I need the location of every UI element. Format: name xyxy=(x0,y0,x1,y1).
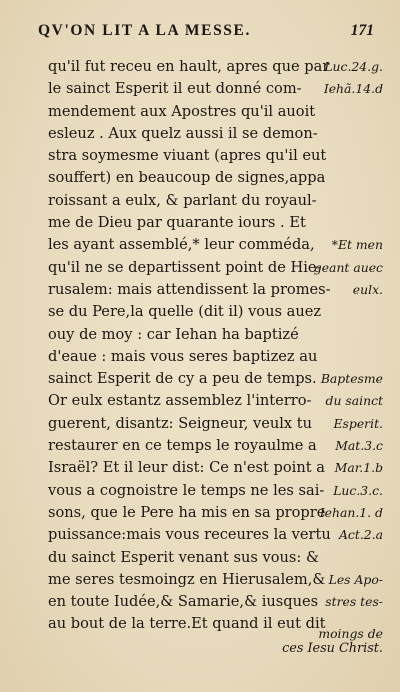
line-text: se du Pere,la quelle (dit il) vous auez xyxy=(48,303,322,321)
text-line xyxy=(48,368,383,390)
marginal-note: *Et men xyxy=(331,237,383,253)
folio-number: 171 xyxy=(350,22,374,39)
text-line xyxy=(48,279,383,301)
marginal-note: stres tes- xyxy=(325,594,383,610)
text-line xyxy=(48,569,383,591)
line-text: souffert) en beaucoup de signes,appa xyxy=(48,169,326,187)
text-line xyxy=(48,56,383,78)
marginal-note: Mat.3.c xyxy=(335,438,383,454)
marginal-note: Baptesme xyxy=(320,371,383,387)
text-line xyxy=(48,547,383,569)
text-line xyxy=(48,324,383,346)
text-line xyxy=(48,167,383,189)
text-line xyxy=(48,413,383,435)
text-line xyxy=(48,301,383,323)
marginal-note: Iehan.1. d xyxy=(319,504,383,520)
line-text: me de Dieu par quarante iours . Et xyxy=(48,214,306,232)
line-text: qu'il ne se departissent point de Hie- xyxy=(48,258,322,276)
line-text: me seres tesmoingz en Hierusalem,& xyxy=(48,570,326,588)
line-text: du sainct Esperit venant sus vous: & xyxy=(48,548,319,566)
text-line xyxy=(48,613,383,642)
line-text: rusalem: mais attendissent la promes- xyxy=(48,280,331,298)
marginal-note: ces Iesu Christ. xyxy=(282,640,383,656)
line-text: les ayant assemblé,* leur comméda, xyxy=(48,236,315,254)
line-text: vous a cognoistre le temps ne les sai- xyxy=(48,481,325,499)
marginal-note: eulx. xyxy=(352,281,383,297)
line-text: en toute Iudée,& Samarie,& iusques xyxy=(48,593,319,611)
text-line xyxy=(48,145,383,167)
line-text: restaurer en ce temps le royaulme a xyxy=(48,437,317,455)
marginal-note: Mar.1.b xyxy=(334,460,383,476)
line-text: le sainct Esperit il eut donné com- xyxy=(48,80,302,98)
line-text: puissance:mais vous receures la vertu xyxy=(48,526,331,544)
line-text: qu'il fut receu en hault, apres que par xyxy=(48,58,330,75)
page-body xyxy=(48,56,383,660)
text-line xyxy=(48,435,383,457)
marginal-note: geant auec xyxy=(313,259,383,275)
text-line xyxy=(48,480,383,502)
marginal-note: Esperit. xyxy=(333,415,383,431)
line-text: stra soymesme viuant (apres qu'il eut xyxy=(48,147,327,165)
line-text: sainct Esperit de cy a peu de temps. xyxy=(48,370,317,388)
marginal-note: du sainct xyxy=(325,393,383,409)
line-text: esleuz . Aux quelz aussi il se demon- xyxy=(48,124,318,142)
line-text: guerent, disantz: Seigneur, veulx tu xyxy=(48,414,313,432)
marginal-note: Les Apo- xyxy=(328,571,383,587)
line-text: Israël? Et il leur dist: Ce n'est point a xyxy=(48,459,325,477)
text-line xyxy=(48,123,383,145)
running-header xyxy=(38,22,378,44)
marginal-note: Iehã.14.d xyxy=(323,81,383,97)
line-text: roissant a eulx, & parlant du royaul- xyxy=(48,191,317,209)
text-line xyxy=(48,524,383,546)
running-title: QV'ON LIT A LA MESSE. xyxy=(38,22,251,39)
text-line xyxy=(48,636,383,660)
text-line xyxy=(48,212,383,234)
text-line xyxy=(48,502,383,524)
text-line xyxy=(48,591,383,613)
line-text: au bout de la terre.Et quand il eut dit xyxy=(48,615,326,633)
text-line xyxy=(48,346,383,368)
line-text: mendement aux Apostres qu'il auoit xyxy=(48,102,316,120)
text-line xyxy=(48,234,383,256)
marginal-note: Luc.3.c. xyxy=(333,482,383,498)
text-line xyxy=(48,190,383,212)
text-line xyxy=(48,390,383,412)
line-text: d'eaue : mais vous seres baptizez au xyxy=(48,347,318,365)
line-text: sons, que le Pere ha mis en sa propre xyxy=(48,503,326,521)
line-text: ouy de moy : car Iehan ha baptizé xyxy=(48,325,299,343)
marginal-note: Luc.24.g. xyxy=(324,59,383,74)
marginal-note: Act.2.a xyxy=(338,527,383,543)
text-line xyxy=(48,101,383,123)
line-text: Or eulx estantz assemblez l'interro- xyxy=(48,392,312,410)
marginal-note: moings de xyxy=(318,626,383,642)
text-line xyxy=(48,257,383,279)
text-line xyxy=(48,78,383,100)
text-line xyxy=(48,457,383,479)
